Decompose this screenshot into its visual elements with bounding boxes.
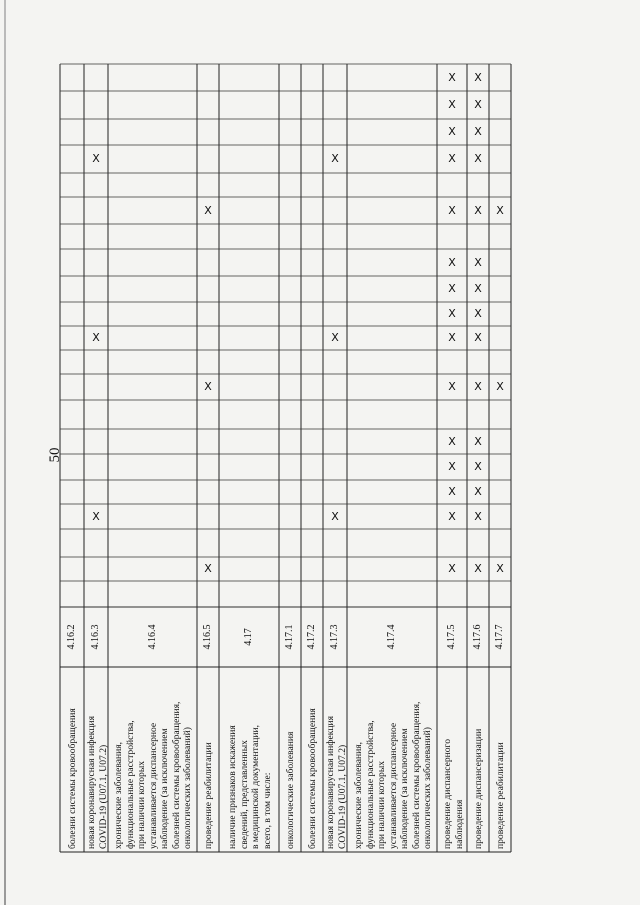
x-mark: X <box>474 562 482 575</box>
x-mark: X <box>474 98 482 111</box>
x-mark: X <box>204 562 212 575</box>
x-mark: X <box>474 152 482 165</box>
row-code: 4.17.1 <box>284 624 295 650</box>
x-mark: X <box>92 509 100 523</box>
row-label: болезни системы кровообращения <box>307 708 319 849</box>
x-mark: X <box>474 282 482 295</box>
row-label: болезни системы кровообращения <box>67 708 79 849</box>
row-code: 4.16.2 <box>66 624 77 650</box>
x-mark: X <box>474 509 482 523</box>
x-mark: X <box>204 203 212 217</box>
row-code: 4.17 <box>243 628 254 646</box>
x-mark: X <box>92 331 100 344</box>
row-label: онкологические заболевания <box>285 731 297 849</box>
x-mark: X <box>204 380 212 393</box>
row-label: проведение реабилитации <box>203 742 215 849</box>
x-mark: X <box>496 203 504 217</box>
row-label: проведение диспансерного наблюдения <box>441 738 464 849</box>
row-code: 4.16.3 <box>90 624 101 650</box>
x-mark: X <box>448 282 456 295</box>
row-label: новая коронавирусная инфекция COVID-19 (U07.1, U07.2) <box>85 715 108 849</box>
x-mark: X <box>448 509 456 523</box>
row-label: новая коронавирусная инфекция COVID-19 (U07.1, U07.2) <box>324 715 347 849</box>
row-code: 4.17.6 <box>472 624 483 650</box>
x-mark: X <box>474 434 482 448</box>
row-code: 4.16.5 <box>202 624 213 650</box>
x-mark: X <box>448 331 456 344</box>
x-mark: X <box>474 331 482 344</box>
row-label: наличие признаков искажения сведений, представленных в медицинской документации, всего, в том числе: <box>227 724 273 849</box>
x-mark: X <box>474 70 482 84</box>
row-label: проведение диспансеризации <box>473 728 485 849</box>
row-code: 4.17.3 <box>329 624 340 650</box>
x-mark: X <box>448 434 456 448</box>
x-mark: X <box>448 255 456 269</box>
x-mark: X <box>474 255 482 269</box>
row-label: хронические заболевания, функциональные расстройства, при наличии которых устанавливается диспансерное наблюдение (за исключением болезней системы кровообращения, онкологических заболеваний) <box>352 701 433 849</box>
x-mark: X <box>448 70 456 84</box>
x-mark: X <box>496 380 504 393</box>
data-table <box>60 32 507 852</box>
x-mark: X <box>448 307 456 320</box>
x-mark: X <box>448 98 456 111</box>
x-mark: X <box>448 203 456 217</box>
row-code: 4.17.4 <box>386 624 397 650</box>
row-code: 4.17.5 <box>446 624 457 650</box>
row-code: 4.16.4 <box>146 624 158 650</box>
x-mark: X <box>448 380 456 393</box>
row-label: проведение реабилитации <box>495 742 507 849</box>
x-mark: X <box>474 460 482 473</box>
row-label: хронические заболевания, функциональные расстройства, при наличии которых устанавливается диспансерное наблюдение (за исключением болезней системы кровообращения, онкологических заболеваний) <box>113 701 194 849</box>
x-mark: X <box>474 485 482 498</box>
x-mark: X <box>448 125 456 138</box>
x-mark: X <box>496 562 504 575</box>
x-mark: X <box>331 331 339 344</box>
x-mark: X <box>474 203 482 217</box>
x-mark: X <box>448 152 456 165</box>
x-mark: X <box>448 485 456 498</box>
x-mark: X <box>331 509 339 523</box>
x-mark: X <box>474 380 482 393</box>
row-code: 4.17.2 <box>306 624 317 650</box>
x-mark: X <box>474 125 482 138</box>
x-mark: X <box>331 152 339 165</box>
scan-edge <box>4 0 6 905</box>
x-mark: X <box>92 152 100 165</box>
page-number: 50 <box>47 447 63 463</box>
x-mark: X <box>474 307 482 320</box>
x-mark: X <box>448 562 456 575</box>
row-code: 4.17.7 <box>494 624 505 650</box>
x-mark: X <box>448 460 456 473</box>
